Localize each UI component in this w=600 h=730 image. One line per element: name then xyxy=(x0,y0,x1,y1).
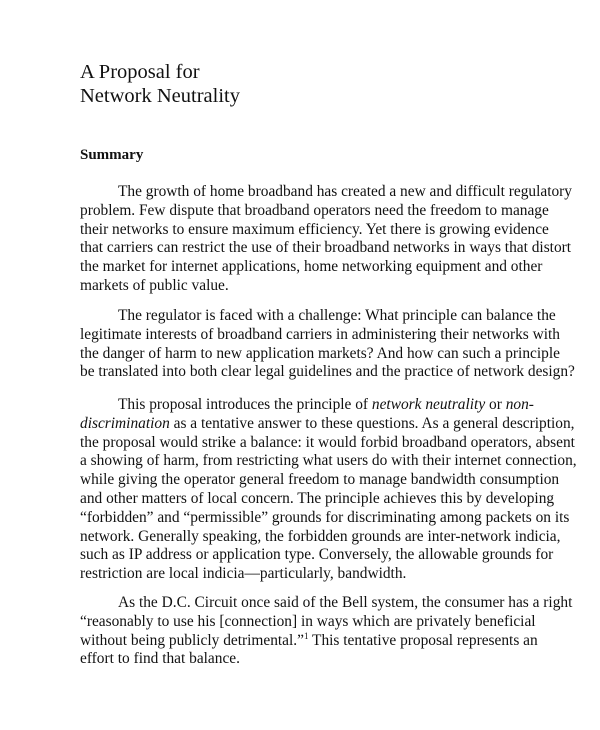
text-run: as a tentative answer to these questions. As a general description, xyxy=(169,414,575,432)
text-line: network. Generally speaking, the forbidden grounds are inter-network indicia, xyxy=(80,527,561,545)
italic-term: network neutrality xyxy=(371,396,486,413)
text-line: As the D.C. Circuit once said of the Bell system, the consumer has a right xyxy=(118,594,573,611)
paragraph-4 xyxy=(80,594,573,669)
italic-term: discrimination xyxy=(80,414,170,432)
footnote-marker: 1 xyxy=(303,630,309,641)
text-line: The growth of home broadband has created a new and difficult regulatory xyxy=(118,183,573,200)
text-line: be translated into both clear legal guidelines and the practice of network design? xyxy=(80,363,575,381)
text-line: The regulator is faced with a challenge: What principle can balance the xyxy=(118,307,556,324)
document-title xyxy=(80,60,240,108)
text-line: a showing of harm, from restricting what users do with their internet connection, xyxy=(80,452,577,470)
text-line xyxy=(80,414,575,434)
text-line: “forbidden” and “permissible” grounds for discriminating among packets on its xyxy=(80,508,570,526)
text-run: without being publicly detrimental.” xyxy=(80,631,304,649)
text-line: such as IP address or application type. Conversely, the allowable grounds for xyxy=(80,546,554,564)
text-line: markets of public value. xyxy=(80,276,229,294)
paragraph-1 xyxy=(80,183,573,296)
text-run: This tentative proposal represents an xyxy=(308,631,538,649)
text-line: the danger of harm to new application markets? And how can such a principle xyxy=(80,344,560,362)
italic-term: non- xyxy=(505,396,534,413)
summary-heading: Summary xyxy=(80,147,144,163)
text-line: the market for internet applications, home networking equipment and other xyxy=(80,258,543,276)
text-line: and other matters of local concern. The principle achieves this by developing xyxy=(80,489,555,507)
text-line: problem. Few dispute that broadband operators need the freedom to manage xyxy=(80,201,549,219)
text-run: or xyxy=(485,396,506,413)
text-line xyxy=(80,630,538,651)
text-line: legitimate interests of broadband carriers in administering their networks with xyxy=(80,325,560,343)
title-line: Network Neutrality xyxy=(80,85,240,107)
text-line: restriction are local indicia—particularly, bandwidth. xyxy=(80,565,407,583)
text-line: their networks to ensure maximum efficiency. Yet there is growing evidence xyxy=(80,220,549,238)
text-line: the proposal would strike a balance: it would forbid broadband operators, absent xyxy=(80,433,575,451)
paragraph-2 xyxy=(80,307,575,382)
text-line xyxy=(80,396,534,415)
text-line: that carriers can restrict the use of their broadband networks in ways that distort xyxy=(80,239,572,257)
text-run: This proposal introduces the principle of xyxy=(118,396,372,413)
text-line: while giving the operator general freedom to manage bandwidth consumption xyxy=(80,471,560,489)
text-line: effort to find that balance. xyxy=(80,650,240,668)
title-line: A Proposal for xyxy=(80,61,200,83)
paragraph-3 xyxy=(80,396,577,584)
text-line: “reasonably to use his [connection] in ways which are privately beneficial xyxy=(80,612,536,630)
